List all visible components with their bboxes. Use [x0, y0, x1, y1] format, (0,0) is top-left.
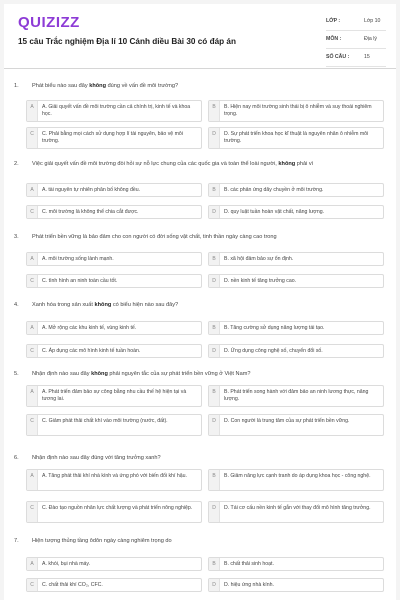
question-text-bold: không	[278, 161, 296, 167]
question-text	[32, 83, 372, 90]
option-text: C. môi trường là không thể chia cắt được.	[42, 209, 139, 215]
option-b[interactable]	[208, 183, 384, 197]
worksheet-header	[4, 4, 396, 68]
option-letter: B	[209, 386, 220, 406]
question-text	[32, 302, 372, 309]
option-c[interactable]	[26, 127, 202, 149]
question-text	[32, 455, 372, 462]
option-text: C. tình hình an ninh toàn cầu tốt.	[42, 278, 118, 284]
option-d[interactable]	[208, 127, 384, 149]
meta-label: MÔN :	[326, 36, 342, 42]
question-text-part: phải vì	[295, 161, 314, 167]
option-letter: D	[209, 128, 220, 148]
option-b[interactable]	[208, 469, 384, 491]
option-text: C. chất thải khí CO₂, CFC.	[42, 582, 103, 588]
option-a[interactable]	[26, 100, 202, 122]
option-text: A. môi trường sống lành mạnh.	[42, 256, 114, 262]
question-text	[32, 161, 372, 168]
option-b[interactable]	[208, 557, 384, 571]
option-text: D. Con người là trung tâm của sự phát triển bền vững.	[224, 418, 350, 424]
option-c[interactable]	[26, 578, 202, 592]
option-text: C. Đào tạo nguồn nhân lực chất lượng và phát triển nông nghiệp.	[42, 505, 193, 511]
option-letter: C	[27, 345, 38, 357]
option-letter: B	[209, 470, 220, 490]
option-text: B. Hiện nay môi trường sinh thái bị ô nhiễm và suy thoái nghiêm trọng.	[224, 104, 372, 117]
option-text: D. Tái cơ cấu nền kinh tế gắn với thay đổi mô hình tăng trưởng.	[224, 505, 371, 511]
option-a[interactable]	[26, 557, 202, 571]
option-c[interactable]	[26, 274, 202, 288]
option-letter: B	[209, 184, 220, 196]
option-d[interactable]	[208, 578, 384, 592]
option-letter: D	[209, 345, 220, 357]
option-letter: A	[27, 253, 38, 265]
option-letter: C	[27, 579, 38, 591]
question-text-bold: không	[94, 302, 112, 308]
option-text: B. chất thải sinh hoạt.	[224, 561, 274, 567]
option-letter: D	[209, 502, 220, 522]
option-text: A. Giải quyết vấn đề môi trường cần cả chính trị, kinh tế và khoa học.	[42, 104, 191, 117]
option-text: C. Giảm phát thải chất khí vào môi trường (nước, đất).	[42, 418, 168, 424]
question-text-part: Phát triển bền vững là bảo đảm cho con người có đời sống vật chất, tinh thần ngày càng cao trong	[32, 234, 277, 240]
option-d[interactable]	[208, 414, 384, 436]
option-letter: C	[27, 502, 38, 522]
meta-row-subject	[326, 33, 386, 49]
question-text-part: Việc giải quyết vấn đề môi trường đòi hỏi sự nỗ lực chung của các quốc gia và toàn thể loài người,	[32, 161, 279, 167]
option-letter: B	[209, 101, 220, 121]
option-a[interactable]	[26, 385, 202, 407]
option-letter: B	[209, 322, 220, 334]
meta-label: SỐ CÂU :	[326, 54, 350, 60]
question-number: 2.	[14, 161, 19, 167]
option-letter: A	[27, 184, 38, 196]
option-letter: A	[27, 558, 38, 570]
option-text: B. các phản ứng dây chuyền ở môi trường.	[224, 187, 324, 193]
option-letter: B	[209, 558, 220, 570]
question-text-part: đúng về vấn đề môi trường?	[106, 83, 179, 89]
option-d[interactable]	[208, 274, 384, 288]
question-number: 3.	[14, 234, 19, 240]
option-text: C. Áp dụng các mô hình kinh tế tuần hoàn.	[42, 348, 141, 354]
option-text: A. Mở rộng các khu kinh tế, vùng kinh tế.	[42, 325, 137, 331]
question-text-bold: không	[91, 371, 108, 377]
question-number: 5.	[14, 371, 19, 377]
option-text: B. Tăng cường sử dụng năng lượng tái tạo.	[224, 325, 325, 331]
option-letter: D	[209, 579, 220, 591]
option-text: B. xã hội đảm bảo sự ổn định.	[224, 256, 294, 262]
question-text-part: Nhận định nào sau đây	[32, 371, 92, 377]
option-c[interactable]	[26, 205, 202, 219]
question-number: 4.	[14, 302, 19, 308]
option-a[interactable]	[26, 469, 202, 491]
question-text	[32, 234, 372, 241]
option-d[interactable]	[208, 344, 384, 358]
meta-value: Lớp 10	[364, 18, 381, 24]
option-text: D. Ứng dụng công nghệ số, chuyển đổi số.	[224, 348, 323, 354]
option-text: D. quy luật tuần hoàn vật chất, năng lượng.	[224, 209, 325, 215]
option-text: A. Phát triển đảm bảo sự công bằng nhu cầu thế hệ hiện tại và tương lai.	[42, 389, 187, 402]
option-letter: D	[209, 206, 220, 218]
question-text-part: Hiện tượng thủng tầng ôdôn ngày càng nghiêm trọng do	[32, 538, 172, 544]
option-text: A. khói, bụi nhà máy.	[42, 561, 91, 567]
option-b[interactable]	[208, 252, 384, 266]
question-text-part: có biểu hiện nào sau đây?	[111, 302, 179, 308]
quizizz-logo: QUIZIZZ	[18, 14, 80, 31]
option-b[interactable]	[208, 321, 384, 335]
worksheet-meta	[326, 15, 386, 69]
option-a[interactable]	[26, 252, 202, 266]
option-letter: A	[27, 101, 38, 121]
option-letter: B	[209, 253, 220, 265]
worksheet-title: 15 câu Trắc nghiệm Địa lí 10 Cánh diều Bài 30 có đáp án	[18, 37, 236, 46]
option-b[interactable]	[208, 385, 384, 407]
question-text-part: Xanh hóa trong sản xuất	[32, 302, 95, 308]
option-c[interactable]	[26, 501, 202, 523]
option-letter: C	[27, 128, 38, 148]
option-text: B. Giảm năng lực cạnh tranh do áp dụng khoa học - công nghệ.	[224, 473, 371, 479]
option-d[interactable]	[208, 501, 384, 523]
option-text: D. hiệu ứng nhà kính.	[224, 582, 274, 588]
option-text: A. tài nguyên tự nhiên phân bố không đều.	[42, 187, 141, 193]
option-text: A. Tăng phát thải khí nhà kính và ứng phó với biến đổi khí hậu.	[42, 473, 187, 479]
option-text: D. nền kinh tế tăng trưởng cao.	[224, 278, 297, 284]
worksheet-page	[4, 4, 396, 600]
option-text: C. Phải bằng mọi cách sử dụng hợp lí tài nguyên, bảo vệ môi trường.	[42, 131, 183, 144]
question-text	[32, 371, 372, 378]
meta-value: 15	[364, 54, 370, 60]
meta-row-count	[326, 51, 386, 67]
question-number: 6.	[14, 455, 19, 461]
option-a[interactable]	[26, 321, 202, 335]
question-number: 7.	[14, 538, 19, 544]
option-letter: D	[209, 275, 220, 287]
option-letter: C	[27, 206, 38, 218]
question-text-part: Nhận định nào sau đây đúng với tăng trưởng xanh?	[32, 455, 161, 461]
meta-value: Địa lý	[364, 36, 377, 42]
question-text-part: Phát biểu nào sau đây	[32, 83, 90, 89]
option-letter: A	[27, 322, 38, 334]
option-b[interactable]	[208, 100, 384, 122]
option-text: B. Phát triển song hành với đảm bảo an ninh lương thực, năng lượng.	[224, 389, 369, 402]
option-letter: A	[27, 386, 38, 406]
question-text	[32, 538, 372, 545]
meta-label: LỚP :	[326, 18, 341, 24]
option-letter: C	[27, 275, 38, 287]
option-text: D. Sự phát triển khoa học kĩ thuật là nguyên nhân ô nhiễm môi trường.	[224, 131, 369, 144]
option-d[interactable]	[208, 205, 384, 219]
question-number: 1.	[14, 83, 19, 89]
meta-row-class	[326, 15, 386, 31]
option-letter: D	[209, 415, 220, 435]
option-c[interactable]	[26, 344, 202, 358]
question-text-part: phải nguyên tắc của sự phát triển bền vững ở Việt Nam?	[107, 371, 251, 377]
option-a[interactable]	[26, 183, 202, 197]
option-letter: A	[27, 470, 38, 490]
option-c[interactable]	[26, 414, 202, 436]
option-letter: C	[27, 415, 38, 435]
header-divider	[4, 68, 396, 69]
question-text-bold: không	[89, 83, 107, 89]
